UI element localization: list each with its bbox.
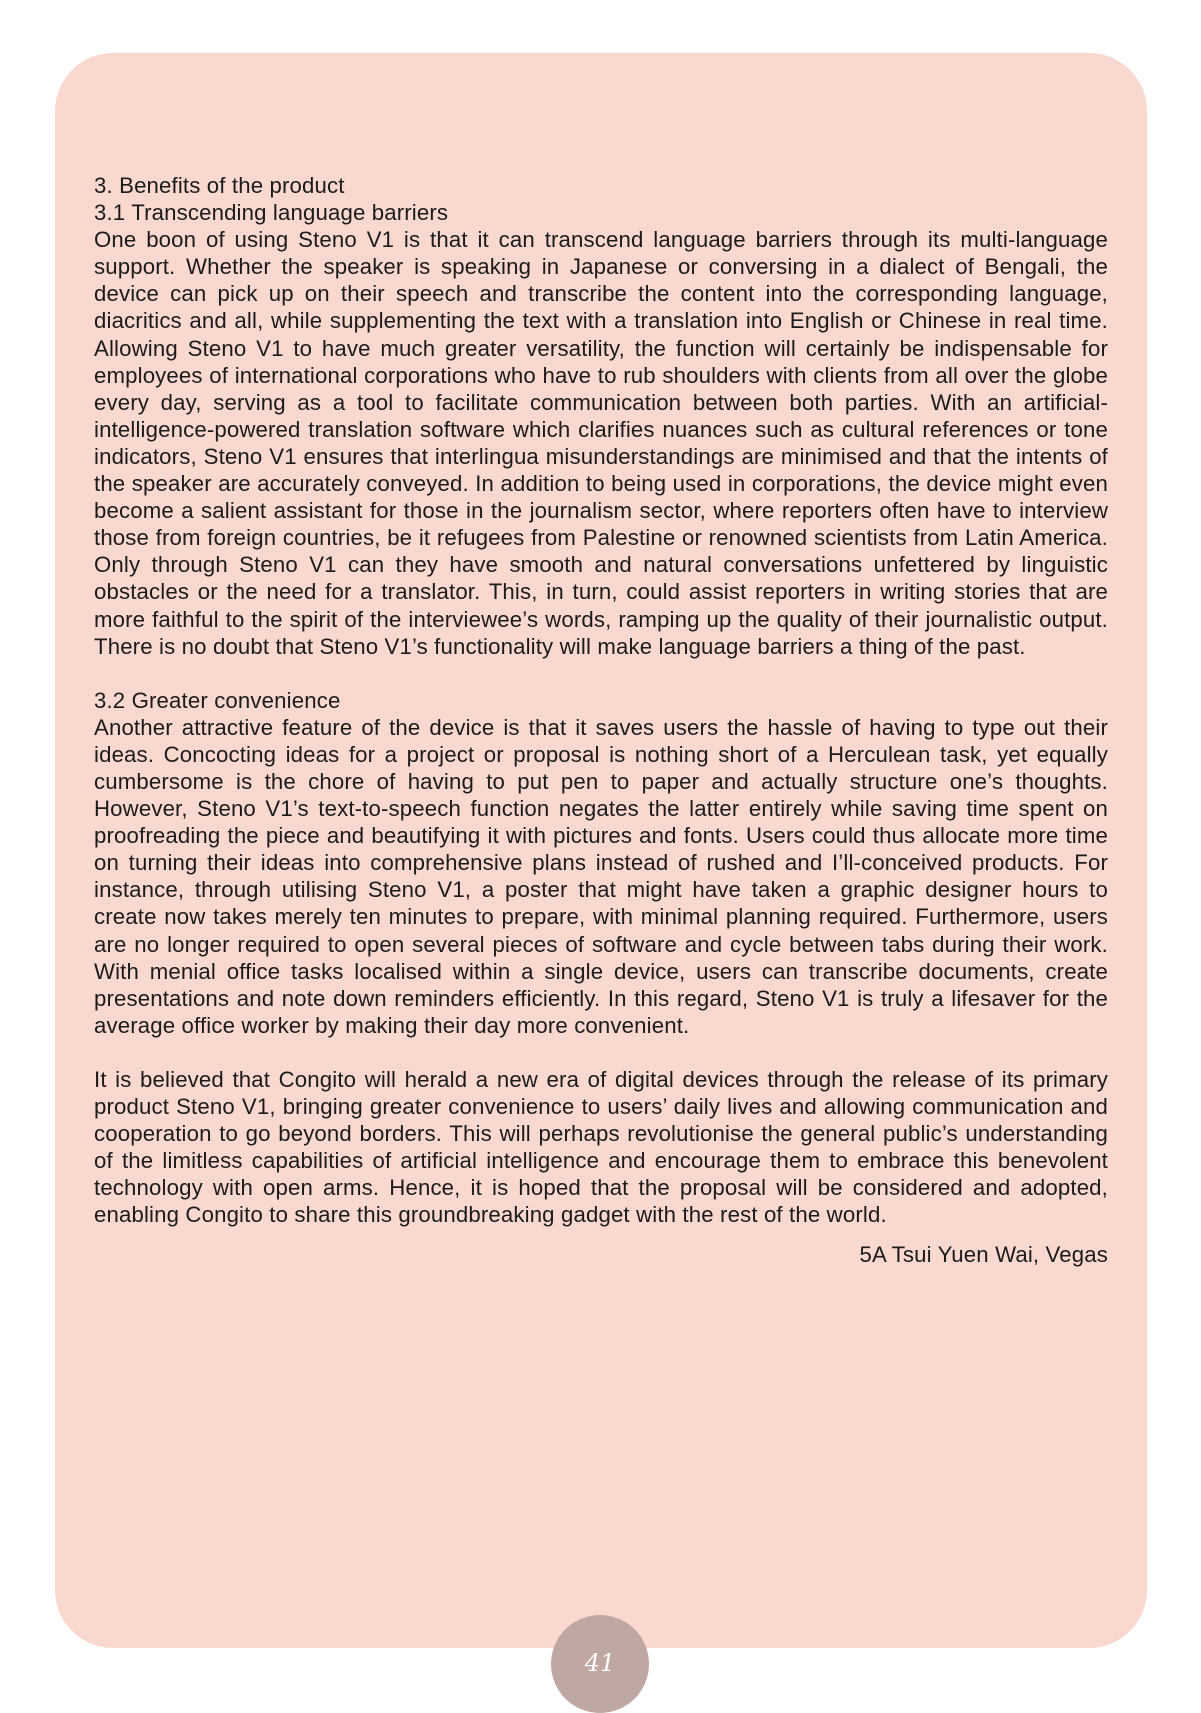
document-body <box>94 172 1108 1269</box>
paragraph-spacer <box>94 660 1108 687</box>
paragraph-spacer <box>94 1039 1108 1066</box>
page-number-badge <box>551 1615 649 1713</box>
section-title: 3. Benefits of the product <box>94 173 345 198</box>
subsection-title-greater-convenience: 3.2 Greater convenience <box>94 687 341 713</box>
page-number: 41 <box>584 1649 616 1677</box>
subsection-title-language-barriers: 3.1 Transcending language barriers <box>94 200 449 226</box>
paragraph-conclusion: It is believed that Congito will herald a new era of digital devices through the release of its primary product Steno V1, bringing greater convenience to users’ daily lives and allowing communication and cooperation to go beyond borders. This will perhaps revolutionise the general public’s understanding of the limitless capabilities of artificial intelligence and encourage them to embrace this benevolent technology with open arms. Hence, it is hoped that the proposal will be considered and adopted, enabling Congito to share this groundbreaking gadget with the rest of the world. <box>94 1066 1108 1228</box>
paragraph-language-barriers: One boon of using Steno V1 is that it can transcend language barriers through its multi-language support. Whether the speaker is speaking in Japanese or conversing in a dialect of Bengali, the device can pick up on their speech and transcribe the content into the corresponding language, diacritics and all, while supplementing the text with a translation into English or Chinese in real time. Allowing Steno V1 to have much greater versatility, the function will certainly be indispensable for employees of international corporations who have to rub shoulders with clients from all over the globe every day, serving as a tool to facilitate communication between both parties. With an artificial-intelligence-powered translation software which clarifies nuances such as cultural references or tone indicators, Steno V1 ensures that interlingua misunderstandings are minimised and that the intents of the speaker are accurately conveyed. In addition to being used in corporations, the device might even become a salient assistant for those in the journalism sector, where reporters often have to interview those from foreign countries, be it refugees from Palestine or renowned scientists from Latin America. Only through Steno V1 can they have smooth and natural conversations unfettered by linguistic obstacles or the need for a translator. This, in turn, could assist reporters in writing stories that are more faithful to the spirit of the interviewee’s words, ramping up the quality of their journalistic output. There is no doubt that Steno V1’s functionality will make language barriers a thing of the past. <box>94 227 1108 659</box>
author-signature: 5A Tsui Yuen Wai, Vegas <box>859 1242 1108 1268</box>
paragraph-greater-convenience: Another attractive feature of the device is that it saves users the hassle of having to type out their ideas. Concocting ideas for a project or proposal is nothing short of a Herculean task, yet equally cumbersome is the chore of having to put pen to paper and actually structure one’s thoughts. However, Steno V1’s text-to-speech function negates the latter entirely while saving time spent on proofreading the piece and beautifying it with pictures and fonts. Users could thus allocate more time on turning their ideas into comprehensive plans instead of rushed and I’ll-conceived products. For instance, through utilising Steno V1, a poster that might have taken a graphic designer hours to create now takes merely ten minutes to prepare, with minimal planning required. Furthermore, users are no longer required to open several pieces of software and cycle between tabs during their work. With menial office tasks localised within a single device, users can transcribe documents, create presentations and note down reminders efficiently. In this regard, Steno V1 is truly a lifesaver for the average office worker by making their day more convenient. <box>94 714 1108 1038</box>
